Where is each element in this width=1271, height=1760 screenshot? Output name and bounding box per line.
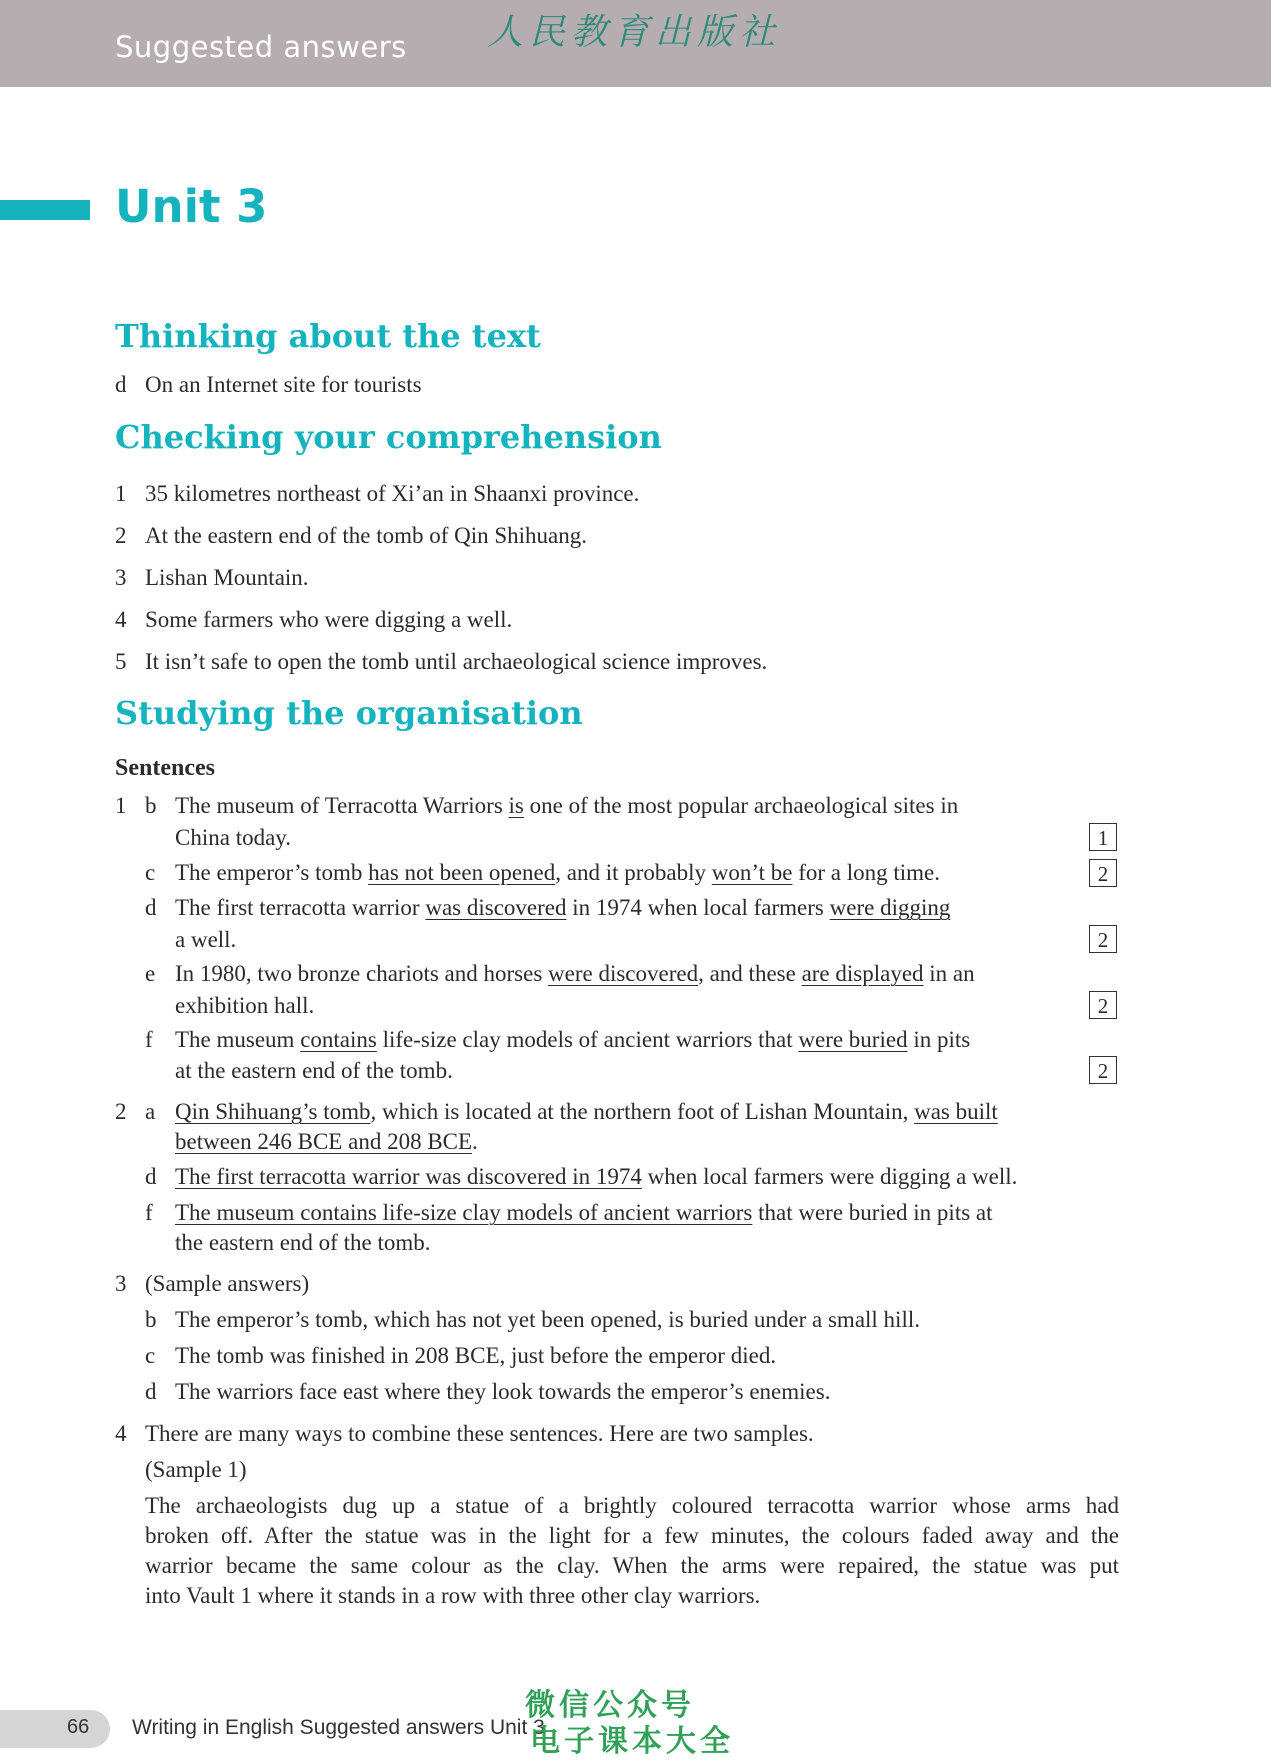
item-letter: d [145, 1379, 157, 1404]
item-letter: c [145, 860, 156, 885]
page-number-tab [0, 1710, 110, 1748]
answer-box: 2 [1089, 859, 1117, 887]
item-letter: b [145, 1307, 157, 1332]
section-title-thinking: Thinking about the text [115, 317, 541, 355]
list-item: Some farmers who were digging a well. [145, 607, 513, 632]
paragraph-line: The archaeologists dug up a statue of a brightly coloured terracotta warrior whose arms had [145, 1493, 1119, 1518]
footer-text: Writing in English Suggested answers Unit 3 [132, 1716, 545, 1739]
item-number: 5 [115, 649, 127, 674]
sentence-f-line2: at the eastern end of the tomb. [175, 1058, 453, 1083]
q2-f-line2: the eastern end of the tomb. [175, 1230, 431, 1255]
list-item: It isn’t safe to open the tomb until archaeological science improves. [145, 649, 768, 674]
question-number: 1 [115, 793, 127, 818]
answer-box: 2 [1089, 991, 1117, 1019]
watermark-line1: 微信公众号 [525, 1688, 695, 1723]
paragraph-line: warrior became the same colour as the clay. When the arms were repaired, the statue was put [145, 1553, 1119, 1578]
watermark-line2: 电子课本大全 [530, 1724, 734, 1759]
section-title-organisation: Studying the organisation [115, 694, 583, 732]
item-letter: d [145, 895, 157, 920]
q2-f-line1: The museum contains life-size clay models of ancient warriors that were buried in pits at [175, 1200, 993, 1225]
sentence-e-line1: In 1980, two bronze chariots and horses were discovered, and these are displayed in an [175, 961, 975, 986]
list-item: 35 kilometres northeast of Xi’an in Shaanxi province. [145, 481, 640, 506]
list-item: The warriors face east where they look towards the emperor’s enemies. [175, 1379, 831, 1404]
list-item: The emperor’s tomb, which has not yet been opened, is buried under a small hill. [175, 1307, 920, 1332]
sentence-d-line2: a well. [175, 927, 237, 952]
sentence-f-line1: The museum contains life-size clay models of ancient warriors that were buried in pits [175, 1027, 971, 1052]
item-letter: a [145, 1099, 156, 1124]
item-letter: e [145, 961, 156, 986]
q2-d-line1: The first terracotta warrior was discovered in 1974 when local farmers were digging a well. [175, 1164, 1018, 1189]
thinking-answer: On an Internet site for tourists [145, 372, 422, 397]
list-item: The tomb was finished in 208 BCE, just before the emperor died. [175, 1343, 777, 1368]
sentence-b-line1: The museum of Terracotta Warriors is one of the most popular archaeological sites in [175, 793, 959, 818]
q2-a-line1: Qin Shihuang’s tomb, which is located at the northern foot of Lishan Mountain, was built [175, 1099, 998, 1124]
sample-paragraph [145, 1491, 1119, 1611]
item-number: 2 [115, 523, 127, 548]
subheading-sentences: Sentences [115, 755, 215, 781]
paragraph-line: into Vault 1 where it stands in a row with three other clay warriors. [145, 1583, 761, 1608]
header-title: Suggested answers [115, 30, 407, 64]
sample-label: (Sample 1) [145, 1457, 247, 1482]
question-number: 3 [115, 1271, 127, 1296]
item-letter: f [145, 1027, 153, 1052]
unit-title: Unit 3 [115, 180, 268, 233]
sentence-d-line1: The first terracotta warrior was discovered in 1974 when local farmers were digging [175, 895, 951, 920]
question-number: 4 [115, 1421, 127, 1446]
page-number: 66 [67, 1716, 90, 1738]
item-number: 3 [115, 565, 127, 590]
item-letter: d [145, 1164, 157, 1189]
section-title-comprehension: Checking your comprehension [115, 418, 662, 456]
paragraph-line: broken off. After the statue was in the light for a few minutes, the colours faded away and the [145, 1523, 1119, 1548]
page-header [0, 0, 1271, 87]
item-letter: b [145, 793, 157, 818]
item-number: 1 [115, 481, 127, 506]
sentence-b-line2: China today. [175, 825, 292, 850]
sentence-c-line1: The emperor’s tomb has not been opened, and it probably won’t be for a long time. [175, 860, 940, 885]
unit-accent-bar [0, 200, 90, 220]
list-item: At the eastern end of the tomb of Qin Shihuang. [145, 523, 588, 548]
publisher-logo: 人民教育出版社 [487, 12, 782, 53]
list-item: Lishan Mountain. [145, 565, 309, 590]
answer-box: 2 [1089, 1056, 1117, 1084]
item-number: 4 [115, 607, 127, 632]
q3-label: (Sample answers) [145, 1271, 310, 1296]
answer-letter: d [115, 372, 127, 397]
q2-a-line2: between 246 BCE and 208 BCE. [175, 1129, 478, 1154]
answer-box: 1 [1089, 823, 1117, 851]
sentence-e-line2: exhibition hall. [175, 993, 315, 1018]
q4-intro: There are many ways to combine these sentences. Here are two samples. [145, 1421, 814, 1446]
item-letter: c [145, 1343, 156, 1368]
answer-box: 2 [1089, 925, 1117, 953]
question-number: 2 [115, 1099, 127, 1124]
item-letter: f [145, 1200, 153, 1225]
